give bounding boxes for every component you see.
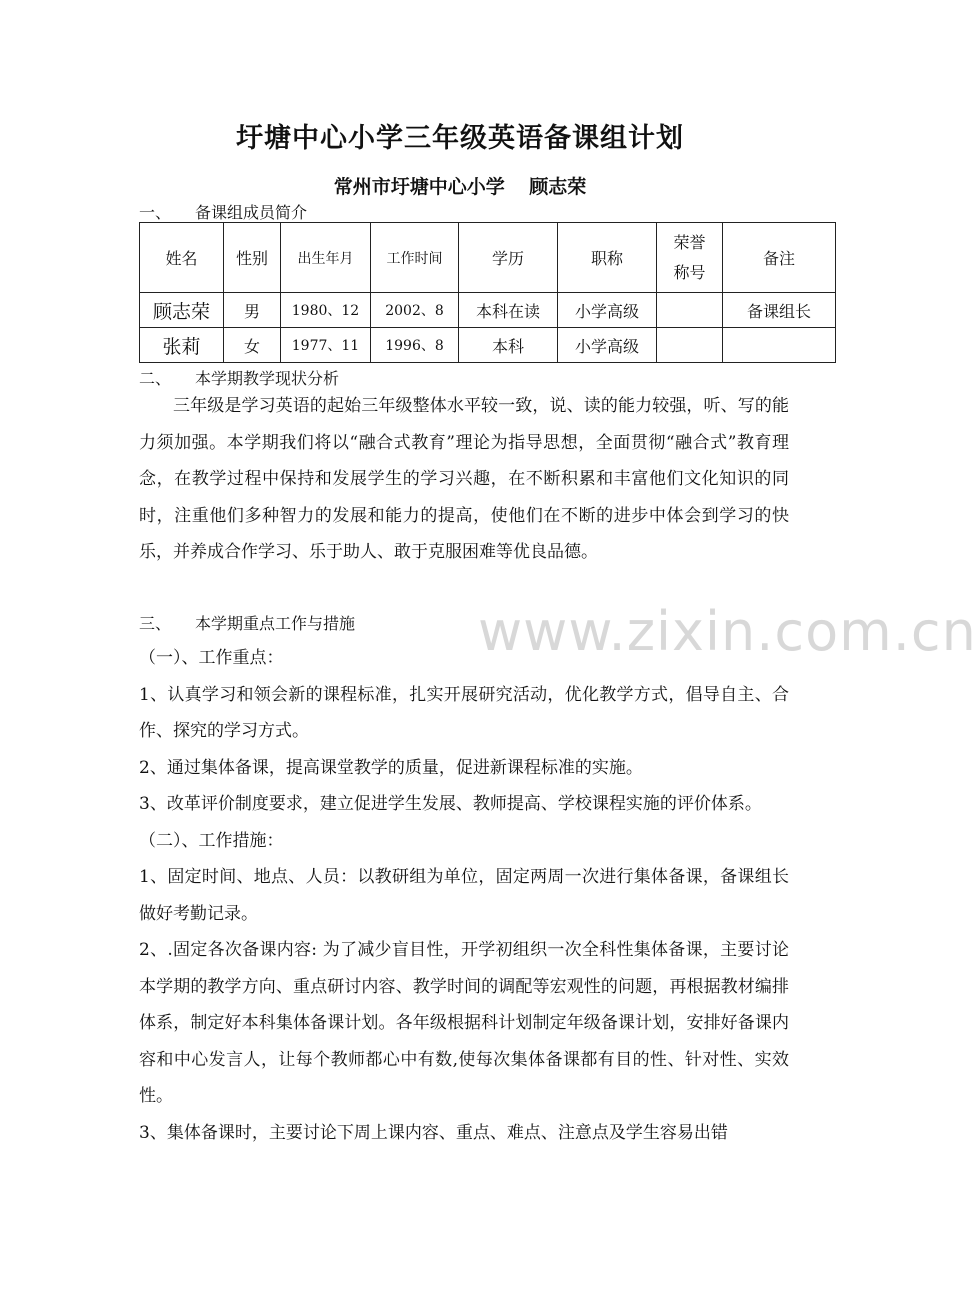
table-cell	[657, 328, 723, 363]
table-cell: 小学高级	[558, 328, 657, 363]
section-label: 本学期重点工作与措施	[195, 614, 356, 633]
section-number: 三、	[139, 614, 172, 633]
section-label: 本学期教学现状分析	[195, 369, 340, 388]
analysis-paragraph-block	[139, 388, 789, 571]
focus-item: 2、通过集体备课，提高课堂教学的质量，促进新课程标准的实施。	[139, 757, 643, 778]
table-header-cell: 学历	[459, 223, 558, 293]
table-row	[140, 328, 836, 363]
table-cell: 本科在读	[459, 293, 558, 328]
table-header-row	[140, 223, 836, 293]
table-cell: 2002、8	[371, 293, 459, 328]
table-cell: 男	[224, 293, 281, 328]
section-heading-members	[139, 200, 307, 223]
table-cell: 1977、11	[281, 328, 371, 363]
table-header-cell: 出生年月	[281, 223, 371, 293]
measure-item: 1、固定时间、地点、人员：以教研组为单位，固定两周一次进行集体备课，备课组长做好考勤记录。	[139, 867, 789, 924]
table-cell	[723, 328, 836, 363]
table-header-cell: 备注	[723, 223, 836, 293]
table-cell: 女	[224, 328, 281, 363]
table-cell: 1996、8	[371, 328, 459, 363]
section-label: 备课组成员简介	[195, 203, 308, 222]
table-cell: 顾志荣	[140, 293, 224, 328]
analysis-paragraph: 三年级是学习英语的起始三年级整体水平较一致，说、读的能力较强，听、写的能力须加强。本学期我们将以“融合式教育”理论为指导思想，全面贯彻“融合式”教育理念，在教学过程中保持和发展学生的学习兴趣，在不断积累和丰富他们文化知识的同时，注重他们多种智力的发展和能力的提高，使他们在不断的进步中体会到学习的快乐，并养成合作学习、乐于助人、敢于克服困难等优良品德。	[139, 396, 789, 562]
measure-item: 2、.固定各次备课内容: 为了减少盲目性，开学初组织一次全科性集体备课，主要讨论本学期的教学方向、重点研讨内容、教学时间的调配等宏观性的问题，再根据教材编排体系，制定好本科集体备课计划。各年级根据科计划制定年级备课计划，安排好备课内容和中心发言人，让每个教师都心中有数,使每次集体备课都有目的性、针对性、实效性。	[139, 940, 789, 1106]
watermark-text: www.zixin.com.cn	[478, 600, 977, 663]
table-cell: 备课组长	[723, 293, 836, 328]
table-cell: 张莉	[140, 328, 224, 363]
members-table	[139, 222, 836, 363]
section-heading-work	[139, 611, 355, 634]
table-header-cell: 姓名	[140, 223, 224, 293]
table-cell	[657, 293, 723, 328]
focus-item: 3、改革评价制度要求，建立促进学生发展、教师提高、学校课程实施的评价体系。	[139, 794, 762, 814]
table-cell: 本科	[459, 328, 558, 363]
table-header-cell: 性别	[224, 223, 281, 293]
focus-heading: （一）、工作重点：	[139, 648, 284, 668]
table-header-cell: 职称	[558, 223, 657, 293]
section-number: 二、	[139, 369, 172, 388]
focus-item: 1、认真学习和领会新的课程标准，扎实开展研究活动，优化教学方式，倡导自主、合作、探究的学习方式。	[139, 684, 789, 741]
measure-item: 3、集体备课时，主要讨论下周上课内容、重点、难点、注意点及学生容易出错	[139, 1122, 728, 1143]
document-subtitle: 常州市圩塘中心小学 顾志荣	[333, 176, 587, 198]
table-header-cell: 工作时间	[371, 223, 459, 293]
work-body	[139, 640, 789, 1151]
table-cell: 小学高级	[558, 293, 657, 328]
measures-heading: （二）、工作措施：	[139, 830, 284, 851]
document-title: 圩塘中心小学三年级英语备课组计划	[236, 123, 684, 154]
table-header-cell: 荣誉 称号	[657, 223, 723, 293]
table-row	[140, 293, 836, 328]
section-heading-analysis	[139, 366, 339, 389]
section-number: 一、	[139, 203, 172, 222]
table-cell: 1980、12	[281, 293, 371, 328]
